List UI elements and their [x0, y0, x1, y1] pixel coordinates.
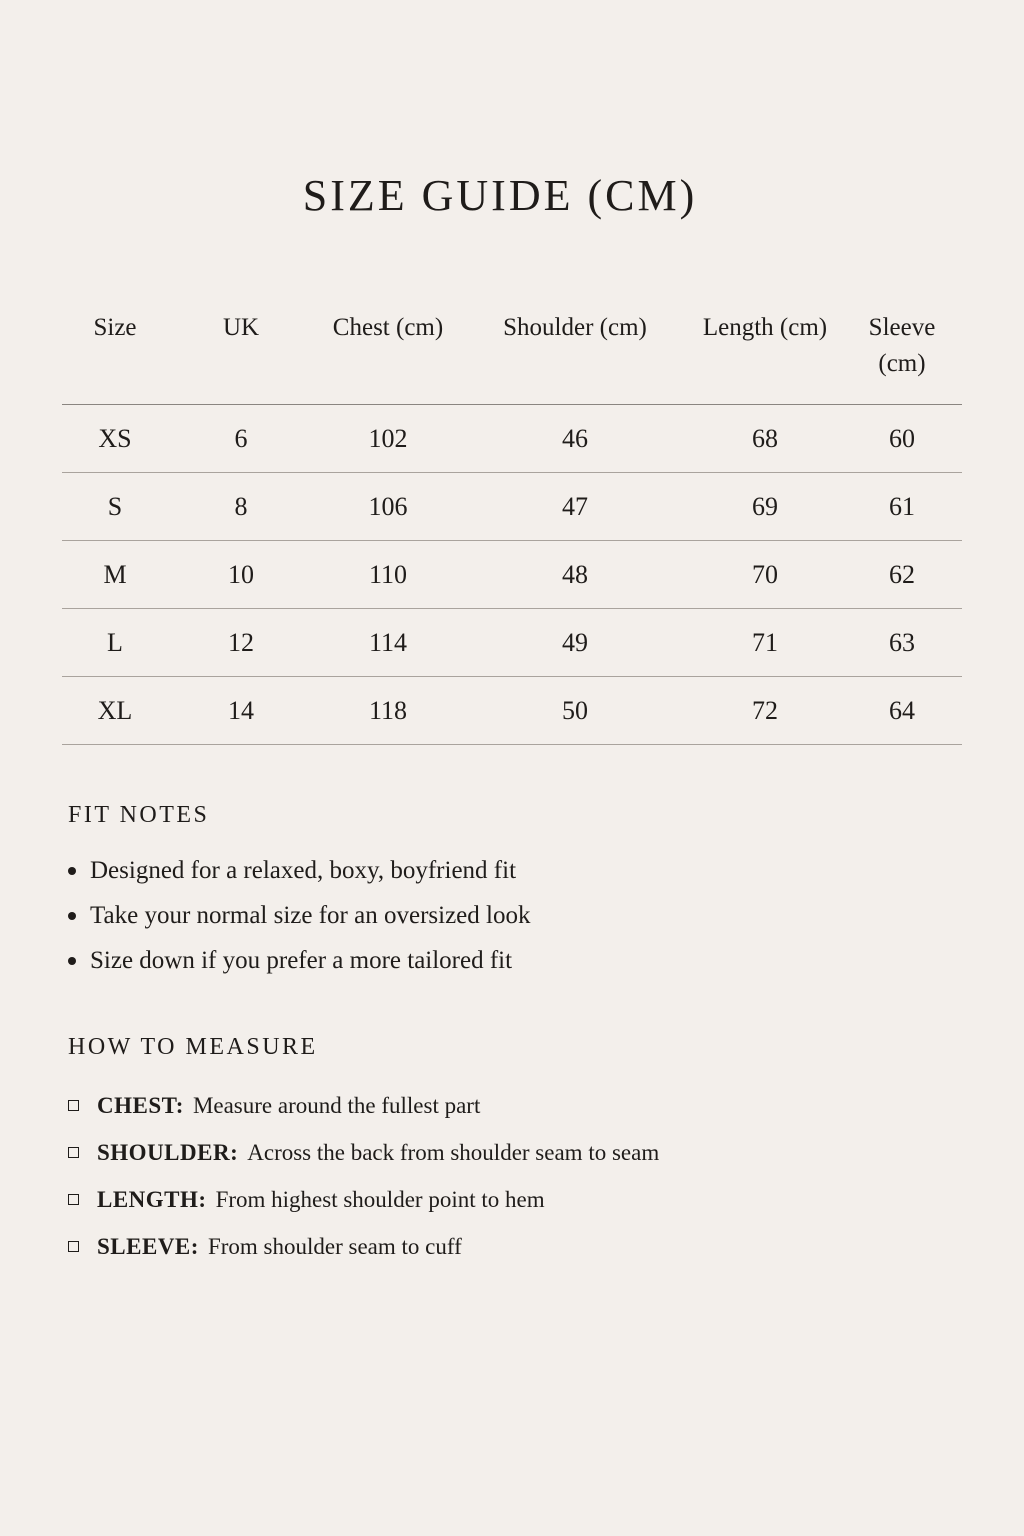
list-item — [68, 938, 530, 983]
fit-notes-heading: FIT NOTES — [68, 802, 210, 828]
table-cell: 12 — [168, 609, 314, 677]
column-header-size: Size — [62, 310, 168, 405]
list-item — [68, 1176, 659, 1223]
measure-label: LENGTH: — [97, 1186, 207, 1212]
column-header-chest: Chest (cm) — [314, 310, 462, 405]
table-row — [62, 473, 962, 541]
column-header-sleeve: Sleeve (cm) — [842, 310, 962, 405]
table-cell: 62 — [842, 541, 962, 609]
list-item — [68, 893, 530, 938]
table-row — [62, 677, 962, 745]
checkbox-icon — [68, 1147, 79, 1158]
table-cell: 71 — [688, 609, 842, 677]
table-cell: 50 — [462, 677, 688, 745]
table-cell: 106 — [314, 473, 462, 541]
how-to-measure-heading: HOW TO MEASURE — [68, 1034, 318, 1060]
table-cell: 46 — [462, 405, 688, 473]
table-cell: 60 — [842, 405, 962, 473]
checkbox-icon — [68, 1241, 79, 1252]
table-cell: 69 — [688, 473, 842, 541]
table-row — [62, 541, 962, 609]
measure-label: SHOULDER: — [97, 1139, 239, 1165]
table-cell: 64 — [842, 677, 962, 745]
bullet-icon — [68, 957, 76, 965]
fit-note-text: Designed for a relaxed, boxy, boyfriend fit — [90, 856, 517, 884]
column-header-shoulder: Shoulder (cm) — [462, 310, 688, 405]
column-header-uk: UK — [168, 310, 314, 405]
table-cell: XS — [62, 405, 168, 473]
table-row — [62, 405, 962, 473]
page-title: SIZE GUIDE (CM) — [302, 171, 698, 220]
table-cell: 102 — [314, 405, 462, 473]
fit-note-text: Size down if you prefer a more tailored fit — [90, 946, 513, 974]
measure-label: CHEST: — [97, 1092, 184, 1118]
table-cell: XL — [62, 677, 168, 745]
measure-text: From shoulder seam to cuff — [207, 1233, 462, 1259]
checkbox-icon — [68, 1100, 79, 1111]
table-cell: 110 — [314, 541, 462, 609]
list-item — [68, 1082, 659, 1129]
measure-text: Measure around the fullest part — [192, 1092, 481, 1118]
table-cell: 49 — [462, 609, 688, 677]
table-cell: M — [62, 541, 168, 609]
table-cell: 63 — [842, 609, 962, 677]
size-table — [62, 310, 962, 745]
measure-text: From highest shoulder point to hem — [215, 1186, 545, 1212]
table-cell: 8 — [168, 473, 314, 541]
table-cell: 6 — [168, 405, 314, 473]
fit-note-text: Take your normal size for an oversized look — [90, 901, 531, 929]
table-cell: 118 — [314, 677, 462, 745]
table-row — [62, 609, 962, 677]
table-cell: 61 — [842, 473, 962, 541]
list-item — [68, 848, 530, 893]
table-header-row — [62, 310, 962, 405]
table-cell: S — [62, 473, 168, 541]
bullet-icon — [68, 912, 76, 920]
table-cell: 72 — [688, 677, 842, 745]
table-cell: 14 — [168, 677, 314, 745]
measure-text: Across the back from shoulder seam to seam — [247, 1139, 660, 1165]
column-header-length: Length (cm) — [688, 310, 842, 405]
list-item — [68, 1129, 659, 1176]
table-cell: L — [62, 609, 168, 677]
table-cell: 48 — [462, 541, 688, 609]
checkbox-icon — [68, 1194, 79, 1205]
how-to-measure-list — [68, 1082, 659, 1270]
table-cell: 68 — [688, 405, 842, 473]
fit-notes-list — [68, 848, 530, 983]
list-item — [68, 1223, 659, 1270]
table-cell: 70 — [688, 541, 842, 609]
measure-label: SLEEVE: — [97, 1233, 199, 1259]
table-cell: 10 — [168, 541, 314, 609]
bullet-icon — [68, 867, 76, 875]
table-cell: 47 — [462, 473, 688, 541]
table-cell: 114 — [314, 609, 462, 677]
